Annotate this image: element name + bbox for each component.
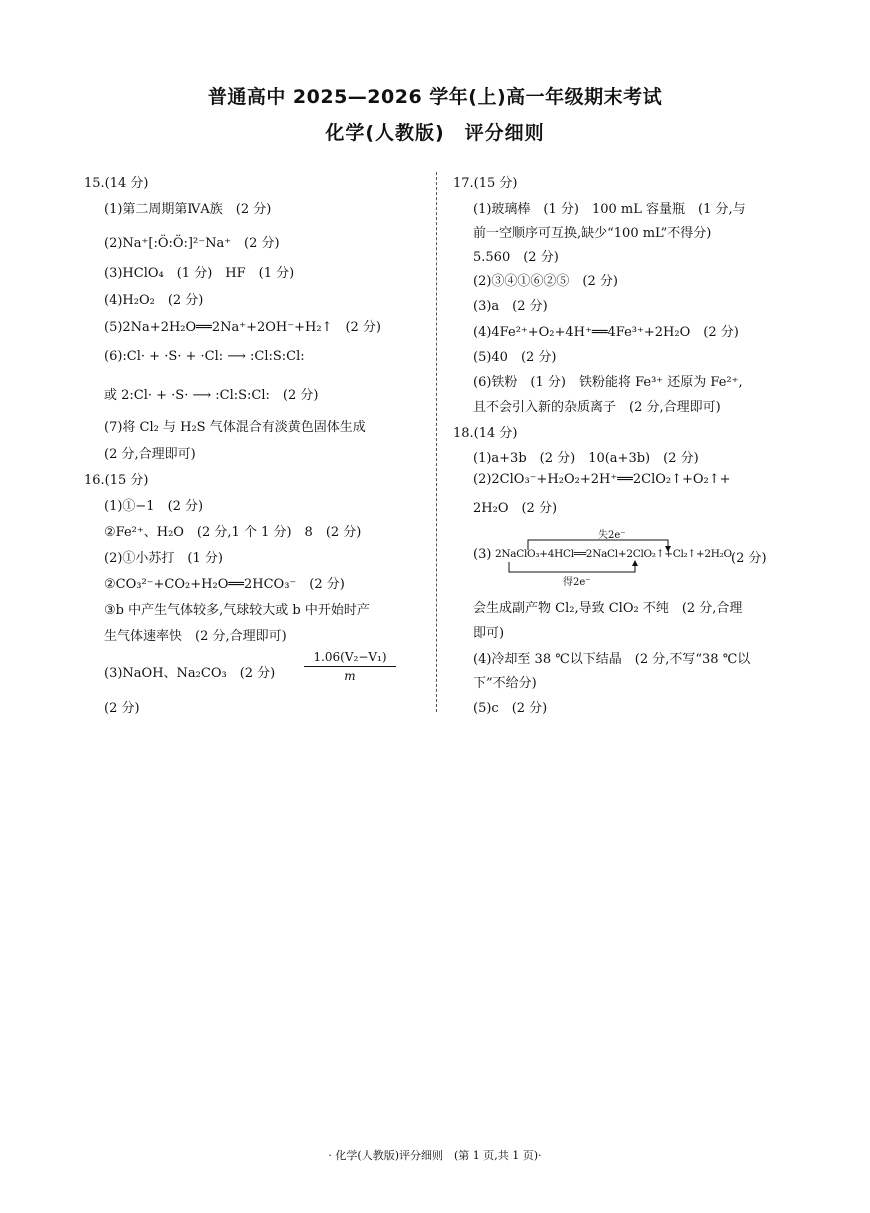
q17-line-1: (1)玻璃棒 (1 分) 100 mL 容量瓶 (1 分,与: [473, 202, 746, 217]
q15-line-7: 或 2:Cl· + ·S· ⟶ :Cl:S:Cl: (2 分): [104, 388, 319, 403]
fraction-numerator: 1.06(V₂−V₁): [304, 650, 396, 667]
redox-equation: 2NaClO₃+4HCl══2NaCl+2ClO₂↑+Cl₂↑+2H₂O: [495, 548, 732, 560]
column-divider: [436, 172, 437, 712]
q18-line-3: 2H₂O (2 分): [473, 501, 558, 516]
q18-line-6: (4)冷却至 38 ℃以下结晶 (2 分,不写“38 ℃以: [473, 652, 751, 667]
right-column: [453, 172, 798, 717]
left-column: [84, 172, 429, 717]
gain-arrowhead: [632, 560, 638, 566]
q18-redox-score: (2 分): [731, 551, 767, 566]
q17-line-9: 且不会引入新的杂质离子 (2 分,合理即可): [473, 400, 721, 415]
q17-line-3: 5.560 (2 分): [473, 250, 559, 265]
q15-line-3: (3)HClO₄ (1 分) HF (1 分): [104, 266, 295, 281]
q17-line-2: 前一空顺序可互换,缺少“100 mL”不得分): [473, 226, 712, 241]
q16-heading: 16.(15 分): [84, 473, 149, 488]
q15-heading: 15.(14 分): [84, 176, 149, 191]
q15-line-1: (1)第二周期第ⅣA族 (2 分): [104, 202, 272, 217]
q18-line-8: (5)c (2 分): [473, 701, 548, 716]
q18-line-5: 即可): [473, 626, 505, 641]
lose-electron-label: 失2e⁻: [598, 530, 626, 541]
q15-line-2: (2)Na⁺[:Ö:Ö:]²⁻Na⁺ (2 分): [104, 236, 280, 251]
q18-line-2: (2)2ClO₃⁻+H₂O₂+2H⁺══2ClO₂↑+O₂↑+: [473, 472, 731, 487]
page-subtitle: 化学(人教版) 评分细则: [325, 122, 545, 144]
q15-line-8: (7)将 Cl₂ 与 H₂S 气体混合有淡黄色固体生成: [104, 420, 366, 435]
gain-electron-bracket: [509, 562, 635, 572]
q16-line-4: ②CO₃²⁻+CO₂+H₂O══2HCO₃⁻ (2 分): [104, 577, 345, 592]
q16-line-7: (3)NaOH、Na₂CO₃ (2 分): [104, 666, 276, 681]
q17-line-6: (4)4Fe²⁺+O₂+4H⁺══4Fe³⁺+2H₂O (2 分): [473, 325, 739, 340]
q18-line-1: (1)a+3b (2 分) 10(a+3b) (2 分): [473, 451, 699, 466]
q16-line-5: ③b 中产生气体较多,气球较大或 b 中开始时产: [104, 603, 370, 618]
q18-redox-prefix: (3): [473, 547, 492, 562]
q17-line-4: (2)③④①⑥②⑤ (2 分): [473, 274, 618, 289]
q16-line-6: 生气体速率快 (2 分,合理即可): [104, 629, 287, 644]
q17-line-7: (5)40 (2 分): [473, 350, 557, 365]
q17-line-8: (6)铁粉 (1 分) 铁粉能将 Fe³⁺ 还原为 Fe²⁺,: [473, 375, 743, 390]
q16-line-3: (2)①小苏打 (1 分): [104, 551, 223, 566]
redox-diagram: [495, 526, 732, 588]
q16-line-8: (2 分): [104, 701, 140, 716]
q16-line-1: (1)①−1 (2 分): [104, 499, 204, 514]
gain-electron-label: 得2e⁻: [563, 577, 591, 588]
q15-line-6: (6):Cl· + ·S· + ·Cl: ⟶ :Cl:S:Cl:: [104, 349, 305, 364]
result-fraction: [304, 650, 396, 683]
q15-line-5: (5)2Na+2H₂O══2Na⁺+2OH⁻+H₂↑ (2 分): [104, 320, 381, 335]
q15-line-9: (2 分,合理即可): [104, 447, 196, 462]
q16-line-2: ②Fe²⁺、H₂O (2 分,1 个 1 分) 8 (2 分): [104, 525, 362, 540]
page-title: 普通高中 2025—2026 学年(上)高一年级期末考试: [207, 86, 663, 108]
fraction-denominator: m: [344, 669, 356, 683]
q18-heading: 18.(14 分): [453, 426, 518, 441]
q15-line-4: (4)H₂O₂ (2 分): [104, 293, 204, 308]
q17-heading: 17.(15 分): [453, 176, 518, 191]
page-footer: · 化学(人教版)评分细则 (第 1 页,共 1 页)·: [328, 1149, 542, 1162]
q18-line-7: 下”不给分): [473, 676, 537, 691]
q17-line-5: (3)a (2 分): [473, 299, 548, 314]
q18-line-4: 会生成副产物 Cl₂,导致 ClO₂ 不纯 (2 分,合理: [473, 601, 743, 616]
